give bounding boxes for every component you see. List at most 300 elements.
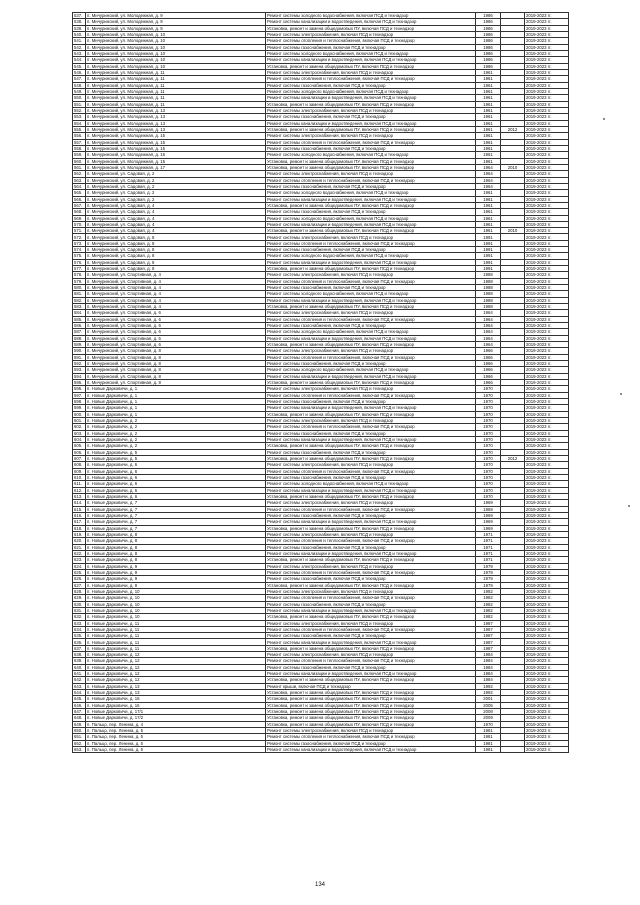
row-planned-period: 2019-2023 гг. [525,487,569,493]
row-build-year: 1991 [476,240,501,246]
row-build-year: 1964 [476,335,501,341]
row-number: 581. [73,291,86,297]
row-address: п. Новые Дарковичи, д. 11 [86,639,266,645]
row-planned-period: 2019-2023 гг. [525,677,569,683]
row-planned-period: 2019-2023 гг. [525,493,569,499]
row-build-year: 1988 [476,272,501,278]
row-planned-period: 2019-2023 гг. [525,342,569,348]
row-planned-period: 2019-2023 гг. [525,31,569,37]
row-planned-period: 2019-2023 гг. [525,329,569,335]
row-number: 552. [73,107,86,113]
row-address: п. Новые Дарковичи, д. 10 [86,601,266,607]
row-number: 600. [73,411,86,417]
row-number: 583. [73,304,86,310]
row-build-year: 1970 [476,455,501,461]
row-address: п. Мичуринский, ул. Спортивная, д. 8 [86,373,266,379]
row-number: 596. [73,386,86,392]
row-address: п. Мичуринский, ул. Садовая, д. 2 [86,190,266,196]
row-planned-period: 2019-2023 гг. [525,25,569,31]
row-address: п. Новые Дарковичи, д. 11 [86,633,266,639]
row-build-year: 1986 [476,63,501,69]
row-work-type: Ремонт системы электроснабжения, включая ПСД и технадзор [266,133,476,139]
row-planned-period: 2019-2023 гг. [525,354,569,360]
row-number: 545. [73,63,86,69]
row-work-type: Ремонт системы холодного водоснабжения, включая ПСД и технадзор [266,291,476,297]
row-number: 588. [73,335,86,341]
row-planned-period: 2019-2023 гг. [525,139,569,145]
row-build-year: 1971 [476,557,501,563]
row-build-year: 1966 [476,367,501,373]
row-planned-period: 2019-2023 гг. [525,386,569,392]
row-number: 537. [73,13,86,19]
row-planned-period: 2019-2023 гг. [525,652,569,658]
row-address: п. Мичуринский, ул. Молодежная, д. 15 [86,139,266,145]
row-planned-period: 2019-2023 гг. [525,253,569,259]
row-work-type: Ремонт системы канализации и водоотведения, включая ПСД и технадзор [266,95,476,101]
row-number: 637. [73,645,86,651]
row-address: п. Мичуринский, ул. Молодежная, д. 13 [86,114,266,120]
row-build-year: 1969 [476,519,501,525]
row-address: п. Новые Дарковичи, д. 9 [86,569,266,575]
row-planned-period: 2019-2023 гг. [525,595,569,601]
row-work-type: Установка, ремонт и замена общедомовых ПУ, включая ПСД и технадзор [266,126,476,132]
row-work-type: Ремонт системы газоснабжения, включая ПСД и технадзор [266,82,476,88]
row-number: 555. [73,126,86,132]
row-address: п. Мичуринский, ул. Молодежная, д. 10 [86,50,266,56]
row-build-year: 1970 [476,386,501,392]
row-address: п. Новые Дарковичи, д. 11 [86,645,266,651]
row-address: п. Новые Дарковичи, д. 11 [86,620,266,626]
row-number: 554. [73,120,86,126]
row-build-year: 1987 [476,633,501,639]
row-planned-period: 2019-2023 гг. [525,221,569,227]
row-address: п. Мичуринский, ул. Молодежная, д. 11 [86,88,266,94]
row-planned-period: 2019-2023 гг. [525,88,569,94]
row-number: 601. [73,418,86,424]
row-planned-period: 2019-2023 гг. [525,247,569,253]
row-number: 599. [73,405,86,411]
row-number: 563. [73,177,86,183]
row-planned-period: 2019-2023 гг. [525,424,569,430]
row-address: п. Мичуринский, ул. Садовая, д. 4 [86,209,266,215]
row-build-year: 1987 [476,645,501,651]
row-planned-period: 2019-2023 гг. [525,430,569,436]
row-planned-period: 2019-2023 гг. [525,563,569,569]
row-work-type: Ремонт системы газоснабжения, включая ПСД и технадзор [266,183,476,189]
row-number: 608. [73,462,86,468]
row-planned-period: 2019-2023 гг. [525,506,569,512]
row-address: п. Мичуринский, ул. Спортивная, д. 6 [86,323,266,329]
row-number: 560. [73,158,86,164]
row-planned-period: 2019-2023 гг. [525,690,569,696]
row-planned-period: 2019-2023 гг. [525,171,569,177]
row-planned-period: 2019-2023 гг. [525,38,569,44]
row-work-type: Установка, ремонт и замена общедомовых ПУ, включая ПСД и технадзор [266,443,476,449]
row-build-year: 1964 [476,310,501,316]
row-build-year: 1970 [476,405,501,411]
row-build-year: 1987 [476,620,501,626]
row-number: 622. [73,550,86,556]
row-planned-period: 2019-2023 гг. [525,645,569,651]
row-planned-period: 2019-2023 гг. [525,455,569,461]
row-work-type: Ремонт системы электроснабжения, включая ПСД и технадзор [266,272,476,278]
row-work-type: Ремонт системы отопления и теплоснабжения, включая ПСД и технадзор [266,76,476,82]
row-work-type: Установка, ремонт и замена общедомовых ПУ, включая ПСД и технадзор [266,582,476,588]
row-build-year: 2009 [476,715,501,721]
row-work-type: Установка, ремонт и замена общедомовых ПУ, включая ПСД и технадзор [266,266,476,272]
row-work-type: Ремонт системы газоснабжения, включая ПСД и технадзор [266,209,476,215]
row-planned-period: 2019-2023 гг. [525,133,569,139]
row-build-year: 1970 [476,443,501,449]
row-work-type: Ремонт системы газоснабжения, включая ПСД и технадзор [266,361,476,367]
row-address: п. Новые Дарковичи, д. 2 [86,430,266,436]
row-work-type: Ремонт системы отопления и теплоснабжения, включая ПСД и технадзор [266,392,476,398]
row-planned-period: 2019-2023 гг. [525,114,569,120]
row-work-type: Ремонт системы канализации и водоотведения, включая ПСД и технадзор [266,335,476,341]
row-planned-period: 2019-2023 гг. [525,721,569,727]
page-number: 134 [314,882,325,888]
row-number: 621. [73,544,86,550]
row-planned-period: 2019-2023 гг. [525,715,569,721]
scan-speck [620,393,622,395]
row-planned-period: 2019-2023 гг. [525,107,569,113]
row-number: 603. [73,430,86,436]
row-planned-period: 2019-2023 гг. [525,19,569,25]
row-build-year: 1988 [476,297,501,303]
row-build-year: 1961 [476,101,501,107]
row-work-type: Ремонт системы холодного водоснабжения, включая ПСД и технадзор [266,367,476,373]
scan-speck [628,505,630,507]
row-planned-period: 2019-2023 гг. [525,373,569,379]
row-number: 570. [73,221,86,227]
row-address: п. Мичуринский, ул. Молодежная, д. 10 [86,31,266,37]
row-work-type: Установка, ремонт и замена общедомовых ПУ, включая ПСД и технадзор [266,709,476,715]
row-address: п. Мичуринский, ул. Спортивная, д. 4 [86,272,266,278]
row-planned-period: 2019-2023 гг. [525,126,569,132]
row-planned-period: 2019-2023 гг. [525,709,569,715]
row-planned-period: 2019-2023 гг. [525,740,569,746]
row-last-repair-year [501,747,525,753]
row-build-year: 1969 [476,506,501,512]
row-work-type: Установка, ремонт и замена общедомовых ПУ, включая ПСД и технадзор [266,164,476,170]
row-planned-period: 2019-2023 гг. [525,44,569,50]
row-address: п. Пальцо, пер. Ленина, д. 5 [86,740,266,746]
row-planned-period: 2019-2023 гг. [525,335,569,341]
row-work-type: Ремонт системы канализации и водоотведения, включая ПСД и технадзор [266,57,476,63]
row-work-type: Установка, ремонт и замена общедомовых ПУ, включая ПСД и технадзор [266,696,476,702]
row-address: п. Пальцо, пер. Ленина, д. 4 [86,721,266,727]
row-build-year: 1970 [476,474,501,480]
row-planned-period: 2019-2023 гг. [525,196,569,202]
row-work-type: Установка, ремонт и замена общедомовых ПУ, включая ПСД и технадзор [266,715,476,721]
row-planned-period: 2019-2023 гг. [525,291,569,297]
row-address: п. Мичуринский, ул. Садовая, д. 8 [86,240,266,246]
row-work-type: Ремонт системы отопления и теплоснабжения, включая ПСД и технадзор [266,316,476,322]
row-work-type: Ремонт крыши, включая ПСД и технадзор [266,683,476,689]
row-number: 650. [73,728,86,734]
row-number: 630. [73,601,86,607]
row-number: 540. [73,31,86,37]
row-planned-period: 2019-2023 гг. [525,576,569,582]
row-number: 538. [73,19,86,25]
row-number: 652. [73,740,86,746]
row-work-type: Ремонт системы электроснабжения, включая ПСД и технадзор [266,563,476,569]
row-address: п. Новые Дарковичи, д. 7 [86,506,266,512]
register-sheet [72,12,568,753]
row-work-type: Ремонт системы канализации и водоотведения, включая ПСД и технадзор [266,639,476,645]
row-number: 645. [73,696,86,702]
row-build-year: 1971 [476,544,501,550]
row-address: п. Мичуринский, ул. Молодежная, д. 13 [86,107,266,113]
row-address: п. Мичуринский, ул. Спортивная, д. 6 [86,342,266,348]
row-planned-period: 2019-2023 гг. [525,683,569,689]
row-build-year: 1984 [476,664,501,670]
row-address: п. Мичуринский, ул. Спортивная, д. 4 [86,278,266,284]
row-build-year: 1961 [476,114,501,120]
row-work-type: Установка, ремонт и замена общедомовых ПУ, включая ПСД и технадзор [266,677,476,683]
row-planned-period: 2019-2023 гг. [525,266,569,272]
row-build-year: 1988 [476,304,501,310]
row-number: 614. [73,500,86,506]
row-address: п. Пальцо, пер. Ленина, д. 5 [86,728,266,734]
row-number: 571. [73,228,86,234]
row-number: 577. [73,266,86,272]
row-address: п. Новые Дарковичи, д. 8 [86,531,266,537]
row-number: 561. [73,164,86,170]
row-address: п. Мичуринский, ул. Садовая, д. 2 [86,171,266,177]
row-number: 604. [73,436,86,442]
row-number: 562. [73,171,86,177]
row-work-type: Установка, ремонт и замена общедомовых ПУ, включая ПСД и технадзор [266,101,476,107]
row-build-year: 1961 [476,69,501,75]
row-build-year: 1970 [476,424,501,430]
row-address: п. Мичуринский, ул. Садовая, д. 8 [86,247,266,253]
row-build-year: 1981 [476,747,501,753]
row-build-year: 1988 [476,278,501,284]
row-planned-period: 2019-2023 гг. [525,481,569,487]
row-build-year: 1988 [476,285,501,291]
row-planned-period: 2019-2023 гг. [525,69,569,75]
row-build-year: 1986 [476,13,501,19]
row-address: п. Новые Дарковичи, д. 8 [86,544,266,550]
row-number: 611. [73,481,86,487]
row-build-year: 1970 [476,487,501,493]
row-build-year: 1961 [476,107,501,113]
row-work-type: Ремонт системы электроснабжения, включая ПСД и технадзор [266,652,476,658]
row-number: 642. [73,677,86,683]
row-work-type: Ремонт системы отопления и теплоснабжения, включая ПСД и технадзор [266,734,476,740]
row-work-type: Установка, ремонт и замена общедомовых ПУ, включая ПСД и технадзор [266,63,476,69]
row-work-type: Ремонт системы канализации и водоотведения, включая ПСД и технадзор [266,221,476,227]
row-planned-period: 2019-2023 гг. [525,57,569,63]
row-number: 592. [73,361,86,367]
row-planned-period: 2019-2023 гг. [525,234,569,240]
row-work-type: Установка, ремонт и замена общедомовых ПУ, включая ПСД и технадзор [266,411,476,417]
row-build-year: 1970 [476,481,501,487]
row-number: 567. [73,202,86,208]
row-address: п. Новые Дарковичи, д. 6 [86,462,266,468]
row-planned-period: 2019-2023 гг. [525,215,569,221]
row-address: п. Мичуринский, ул. Молодежная, д. 11 [86,76,266,82]
row-build-year: 1969 [476,512,501,518]
row-planned-period: 2019-2023 гг. [525,639,569,645]
row-build-year: 1979 [476,569,501,575]
row-build-year: 1961 [476,152,501,158]
row-planned-period: 2019-2023 гг. [525,544,569,550]
row-work-type: Ремонт системы отопления и теплоснабжения, включая ПСД и технадзор [266,278,476,284]
row-planned-period: 2019-2023 гг. [525,202,569,208]
row-number: 574. [73,247,86,253]
row-build-year: 1966 [476,380,501,386]
row-address: п. Новые Дарковичи, д. 7 [86,500,266,506]
row-planned-period: 2019-2023 гг. [525,348,569,354]
row-work-type: Установка, ремонт и замена общедомовых ПУ, включая ПСД и технадзор [266,158,476,164]
row-work-type: Ремонт системы холодного водоснабжения, включая ПСД и технадзор [266,215,476,221]
row-work-type: Ремонт системы газоснабжения, включая ПСД и технадзор [266,544,476,550]
row-work-type: Ремонт системы газоснабжения, включая ПСД и технадзор [266,740,476,746]
row-number: 628. [73,588,86,594]
row-number: 616. [73,512,86,518]
row-address: п. Мичуринский, ул. Молодежная, д. 17 [86,164,266,170]
row-number: 627. [73,582,86,588]
row-address: п. Новые Дарковичи, д. 5 [86,449,266,455]
row-address: п. Новые Дарковичи, д. 11 [86,626,266,632]
row-planned-period: 2019-2023 гг. [525,734,569,740]
row-work-type: Ремонт системы холодного водоснабжения, включая ПСД и технадзор [266,50,476,56]
row-number: 623. [73,557,86,563]
row-work-type: Ремонт системы отопления и теплоснабжения, включая ПСД и технадзор [266,424,476,430]
row-work-type: Ремонт системы канализации и водоотведения, включая ПСД и технадзор [266,259,476,265]
row-work-type: Установка, ремонт и замена общедомовых ПУ, включая ПСД и технадзор [266,525,476,531]
row-planned-period: 2019-2023 гг. [525,601,569,607]
row-number: 640. [73,664,86,670]
row-build-year: 1979 [476,582,501,588]
row-work-type: Ремонт системы газоснабжения, включая ПСД и технадзор [266,664,476,670]
row-last-repair-year: 2012 [501,455,525,461]
row-planned-period: 2019-2023 гг. [525,747,569,753]
row-address: п. Новые Дарковичи, д. 7 [86,525,266,531]
row-address: п. Мичуринский, ул. Молодежная, д. 15 [86,145,266,151]
row-build-year: 1964 [476,164,501,170]
row-work-type: Ремонт системы газоснабжения, включая ПСД и технадзор [266,323,476,329]
row-planned-period: 2019-2023 гг. [525,531,569,537]
row-planned-period: 2019-2023 гг. [525,361,569,367]
row-address: п. Мичуринский, ул. Спортивная, д. 4 [86,304,266,310]
row-work-type: Ремонт системы канализации и водоотведения, включая ПСД и технадзор [266,607,476,613]
row-build-year: 1986 [476,57,501,63]
row-build-year: 1964 [476,171,501,177]
row-address: п. Мичуринский, ул. Молодежная, д. 13 [86,126,266,132]
row-number: 606. [73,449,86,455]
row-work-type: Ремонт системы канализации и водоотведения, включая ПСД и технадзор [266,519,476,525]
row-work-type: Ремонт системы электроснабжения, включая ПСД и технадзор [266,107,476,113]
row-work-type: Установка, ремонт и замена общедомовых ПУ, включая ПСД и технадзор [266,702,476,708]
row-address: п. Мичуринский, ул. Молодежная, д. 9 [86,19,266,25]
row-work-type: Ремонт системы газоснабжения, включая ПСД и технадзор [266,44,476,50]
row-number: 653. [73,747,86,753]
row-number: 564. [73,183,86,189]
row-work-type: Ремонт системы газоснабжения, включая ПСД и технадзор [266,114,476,120]
row-number: 605. [73,443,86,449]
row-number: 566. [73,196,86,202]
row-planned-period: 2019-2023 гг. [525,626,569,632]
row-work-type: Установка, ремонт и замена общедомовых ПУ, включая ПСД и технадзор [266,721,476,727]
row-number: 641. [73,671,86,677]
row-build-year: 1961 [476,190,501,196]
row-number: 547. [73,76,86,82]
row-build-year: 1981 [476,728,501,734]
row-planned-period: 2019-2023 гг. [525,380,569,386]
row-number: 544. [73,57,86,63]
row-number: 539. [73,25,86,31]
row-number: 610. [73,474,86,480]
row-planned-period: 2019-2023 гг. [525,399,569,405]
row-build-year: 1991 [476,259,501,265]
row-number: 579. [73,278,86,284]
row-address: п. Мичуринский, ул. Молодежная, д. 10 [86,38,266,44]
row-build-year: 1986 [476,25,501,31]
row-planned-period: 2019-2023 гг. [525,671,569,677]
row-address: п. Мичуринский, ул. Спортивная, д. 8 [86,367,266,373]
row-build-year: 1992 [476,683,501,689]
row-build-year: 1984 [476,658,501,664]
row-build-year: 1970 [476,418,501,424]
row-work-type: Ремонт системы канализации и водоотведения, включая ПСД и технадзор [266,436,476,442]
row-number: 575. [73,253,86,259]
repair-program-table [72,12,569,753]
row-number: 602. [73,424,86,430]
row-address: п. Новые Дарковичи, д. 15 [86,696,266,702]
row-build-year: 1961 [476,228,501,234]
row-build-year: 1986 [476,19,501,25]
row-number: 590. [73,348,86,354]
row-address: п. Мичуринский, ул. Молодежная, д. 9 [86,25,266,31]
row-planned-period: 2019-2023 гг. [525,728,569,734]
row-address: п. Мичуринский, ул. Молодежная, д. 11 [86,101,266,107]
row-address: п. Новые Дарковичи, д. 1 [86,405,266,411]
row-build-year: 1966 [476,361,501,367]
row-planned-period: 2019-2023 гг. [525,63,569,69]
row-address: п. Новые Дарковичи, д. 1 [86,392,266,398]
row-build-year: 1971 [476,531,501,537]
row-number: 582. [73,297,86,303]
row-planned-period: 2019-2023 гг. [525,474,569,480]
row-address: п. Мичуринский, ул. Садовая, д. 4 [86,202,266,208]
row-number: 548. [73,82,86,88]
row-number: 573. [73,240,86,246]
row-planned-period: 2019-2023 гг. [525,152,569,158]
row-planned-period: 2019-2023 гг. [525,411,569,417]
row-address: п. Новые Дарковичи, д. 6 [86,474,266,480]
row-number: 572. [73,234,86,240]
row-planned-period: 2019-2023 гг. [525,316,569,322]
row-address: п. Новые Дарковичи, д. 6 [86,493,266,499]
row-number: 587. [73,329,86,335]
row-work-type: Ремонт системы канализации и водоотведения, включая ПСД и технадзор [266,405,476,411]
row-address: п. Мичуринский, ул. Спортивная, д. 6 [86,316,266,322]
row-work-type: Ремонт системы электроснабжения, включая ПСД и технадзор [266,234,476,240]
row-number: 569. [73,215,86,221]
row-planned-period: 2019-2023 гг. [525,550,569,556]
row-number: 609. [73,468,86,474]
row-build-year: 1964 [476,177,501,183]
row-planned-period: 2019-2023 гг. [525,304,569,310]
row-address: п. Мичуринский, ул. Спортивная, д. 6 [86,329,266,335]
row-address: п. Новые Дарковичи, д. 2 [86,418,266,424]
row-build-year: 1970 [476,493,501,499]
row-address: п. Новые Дарковичи, д. 13 [86,690,266,696]
row-address: п. Мичуринский, ул. Садовая, д. 4 [86,215,266,221]
